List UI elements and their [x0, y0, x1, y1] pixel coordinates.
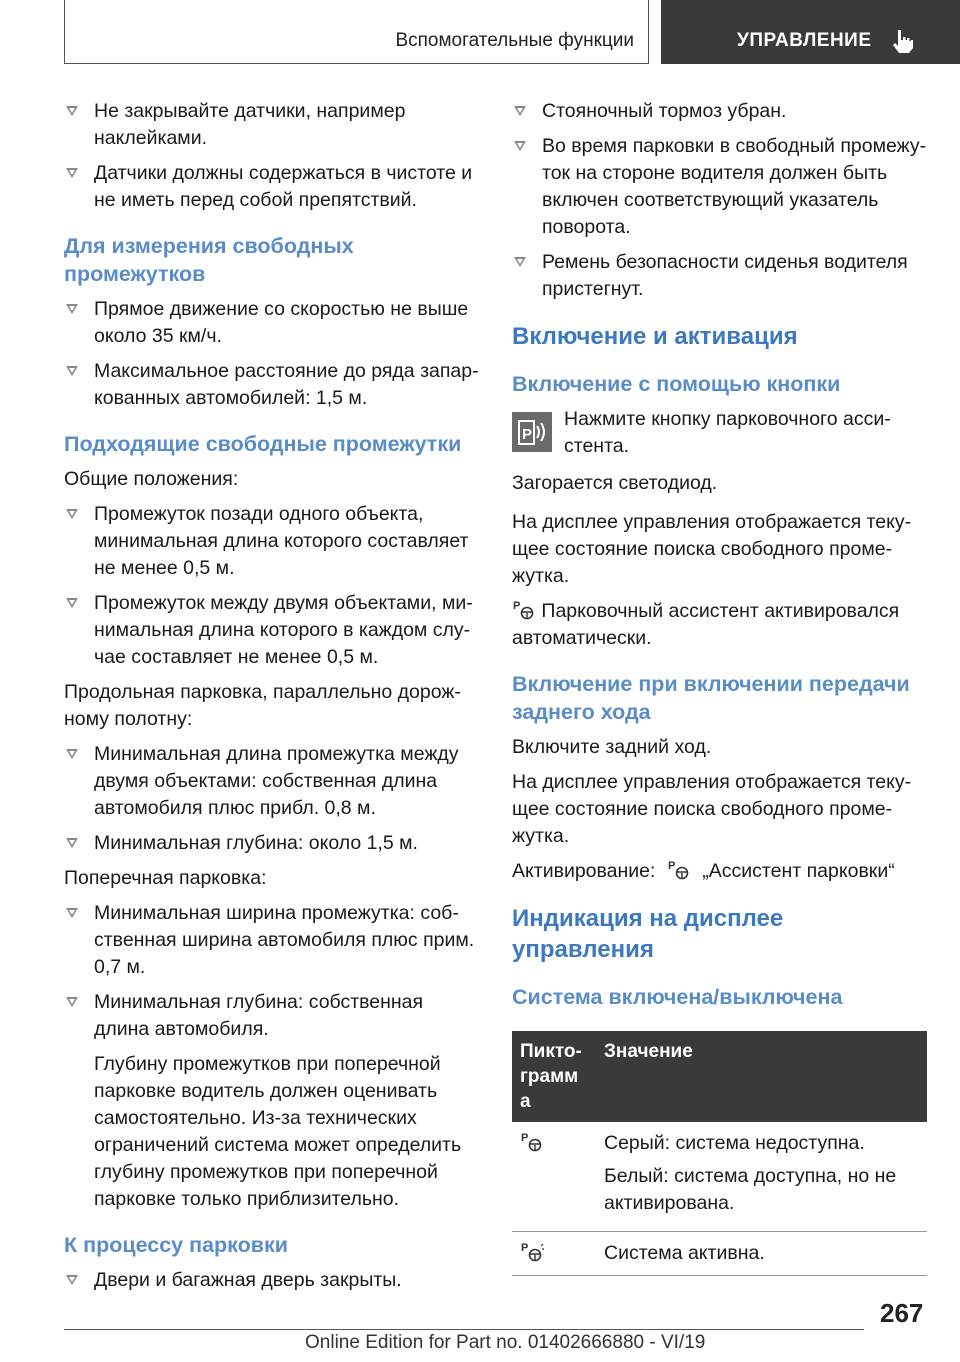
paragraph: На дисплее управления отображается текущее состояние поиска свободного промежутка. — [512, 771, 912, 847]
list-item: Датчики должны содержаться в чистоте и не иметь перед собой препятствий. — [64, 160, 479, 214]
list-item: Минимальная глубина: собственная длина автомобиля. — [64, 989, 479, 1043]
header-section-title: Вспомогательные функции — [395, 30, 634, 51]
bullet-triangle-icon — [66, 1275, 78, 1285]
bullet-triangle-icon — [66, 304, 78, 314]
list-item: Стояночный тормоз убран. — [512, 98, 927, 125]
section-heading: Включение при включении передачи заднего хода — [512, 672, 910, 724]
section-heading: Включение с помощью кнопки — [512, 372, 841, 396]
svg-text:P: P — [667, 860, 676, 872]
bullet-triangle-icon — [514, 106, 526, 116]
header-chapter-title: УПРАВЛЕНИЕ — [737, 30, 872, 51]
table-row — [512, 1232, 927, 1276]
list-item: Прямое движение со скоростью не выше около 35 км/ч. — [64, 296, 479, 350]
list-item: Не закрывайте датчики, например наклейками. — [64, 98, 479, 152]
button-instruction — [512, 406, 927, 460]
bullet-triangle-icon — [66, 366, 78, 376]
park-assist-icon — [667, 858, 691, 880]
footer-divider — [64, 1329, 864, 1330]
table-row — [512, 1122, 927, 1232]
section-heading: Для измерения свободных промежутков — [64, 234, 354, 286]
bullet-triangle-icon — [66, 749, 78, 759]
table-header-pictogram: Пиктограмм а — [512, 1031, 596, 1122]
bullet-triangle-icon — [66, 168, 78, 178]
bullet-triangle-icon — [514, 141, 526, 151]
bullet-triangle-icon — [66, 838, 78, 848]
svg-text:P: P — [521, 1132, 529, 1144]
paragraph: Общие положения: — [64, 468, 239, 490]
svg-text:P: P — [513, 600, 521, 612]
list-item: Промежуток между двумя объектами, минимальная длина которого в каждом случае составляет не менее 0,5 м. — [64, 590, 479, 671]
table-cell-pictogram — [512, 1232, 596, 1276]
list-item: Минимальная глубина: около 1,5 м. — [64, 830, 479, 857]
table-cell-meaning: Система активна. — [596, 1232, 927, 1276]
pictogram-table — [512, 1031, 927, 1276]
header-chapter-tab — [661, 0, 960, 64]
table-header-meaning: Значение — [596, 1031, 927, 1122]
paragraph: Включите задний ход. — [512, 736, 712, 758]
paragraph: Активирование: P „Ассистент парковки“ — [512, 860, 895, 882]
bullet-triangle-icon — [66, 908, 78, 918]
svg-text:P: P — [521, 1242, 529, 1254]
hand-pointer-icon — [892, 28, 914, 54]
list-item: Ремень безопасности сиденья водителя пристегнут. — [512, 249, 927, 303]
section-heading: Система включена/выключена — [512, 985, 843, 1009]
list-item: Во время парковки в свободный промежуток на стороне водителя должен быть включен соответствующий указатель поворота. — [512, 133, 927, 241]
bullet-triangle-icon — [66, 598, 78, 608]
right-column — [512, 98, 927, 1276]
list-item: Промежуток позади одного объекта, минимальная длина которого составляет не менее 0,5 м. — [64, 501, 479, 582]
bullet-triangle-icon — [514, 257, 526, 267]
bullet-triangle-icon — [66, 106, 78, 116]
paragraph: Нажмите кнопку парковочного ассистента. — [564, 408, 891, 457]
chapter-heading: Индикация на дисплее управления — [512, 905, 784, 963]
chapter-heading: Включение и активация — [512, 323, 798, 350]
park-assist-icon — [520, 1130, 544, 1152]
header-section-tab — [64, 0, 649, 64]
svg-text:P: P — [522, 426, 533, 443]
list-item: Максимальное расстояние до ряда запаркованных автомобилей: 1,5 м. — [64, 358, 479, 412]
paragraph: P Парковочный ассистент активировался автоматически. — [512, 600, 900, 649]
table-header-row — [512, 1031, 927, 1122]
paragraph: Загорается светодиод. — [512, 472, 718, 494]
indented-paragraph: Глубину промежутков при поперечной парковке водитель должен оценивать самостоятельно. Из-за технических ограничений система может определить глубину промежутков при поперечной парковке только приблизительно. — [94, 1053, 462, 1210]
list-item: Минимальная длина промежутка между двумя объектами: собственная длина автомобиля плюс прибл. 0,8 м. — [64, 741, 479, 822]
paragraph: Поперечная парковка: — [64, 867, 267, 889]
park-assist-active-icon — [520, 1240, 544, 1262]
paragraph: На дисплее управления отображается текущее состояние поиска свободного промежутка. — [512, 511, 912, 587]
footer-edition: Online Edition for Part no. 01402666880 - VI/19 — [305, 1332, 706, 1353]
left-column — [64, 98, 479, 1302]
section-heading: Подходящие свободные промежутки — [64, 432, 462, 456]
paragraph: Продольная парковка, параллельно дорожному полотну: — [64, 681, 461, 730]
page-number: 267 — [880, 1298, 924, 1328]
park-assist-button-icon — [512, 412, 552, 452]
bullet-triangle-icon — [66, 509, 78, 519]
table-cell-pictogram — [512, 1122, 596, 1232]
list-item: Двери и багажная дверь закрыты. — [64, 1267, 479, 1294]
list-item: Минимальная ширина промежутка: собственная ширина автомобиля плюс прим. 0,7 м. — [64, 900, 479, 981]
section-heading: К процессу парковки — [64, 1233, 288, 1257]
bullet-triangle-icon — [66, 997, 78, 1007]
park-assist-active-icon — [512, 598, 536, 620]
table-cell-meaning: Серый: система недоступна. Белый: система доступна, но не активирована. — [596, 1122, 927, 1232]
